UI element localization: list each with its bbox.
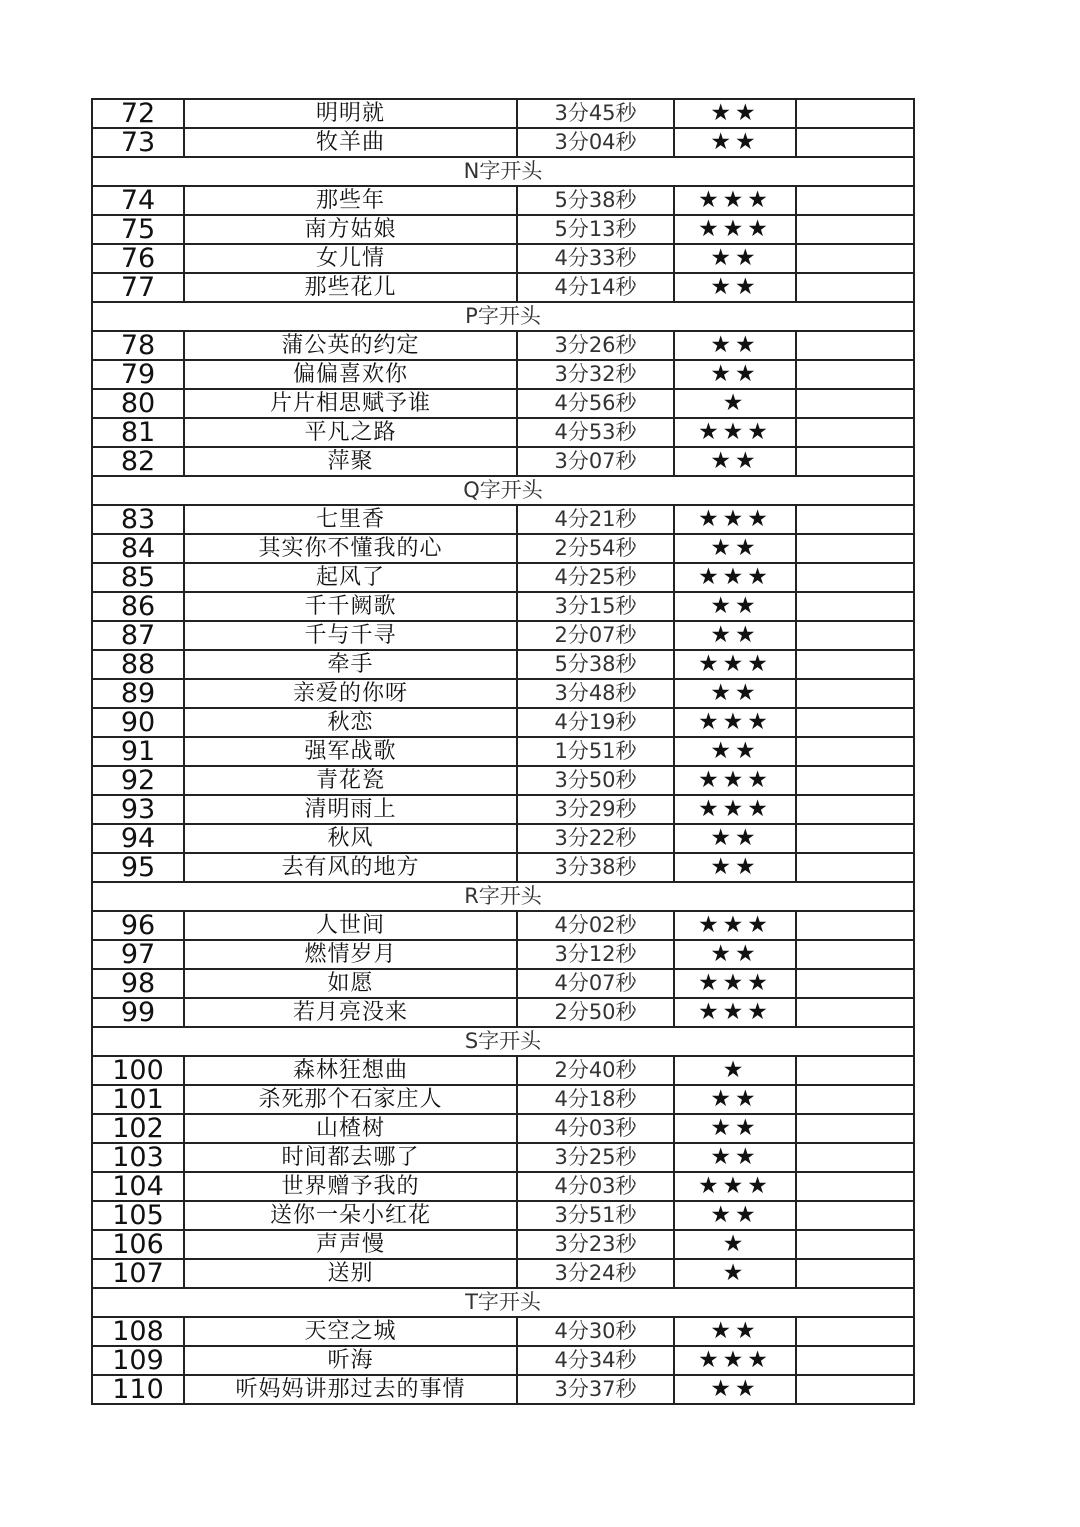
blank-cell [796,447,914,476]
song-row [92,911,914,940]
song-row [92,766,914,795]
song-row [92,969,914,998]
section-header-label: Q字开头 [92,476,914,505]
song-title: 青花瓷 [184,766,517,795]
blank-cell [796,505,914,534]
song-duration: 2分07秒 [517,621,674,650]
song-title: 若月亮没来 [184,998,517,1027]
song-number: 75 [92,215,184,244]
difficulty-stars: ★★ [674,534,796,563]
blank-cell [796,186,914,215]
difficulty-stars: ★★ [674,99,796,128]
song-number: 88 [92,650,184,679]
difficulty-stars: ★★ [674,1317,796,1346]
song-number: 97 [92,940,184,969]
blank-cell [796,1201,914,1230]
song-row [92,418,914,447]
song-title: 起风了 [184,563,517,592]
song-title: 山楂树 [184,1114,517,1143]
song-number: 98 [92,969,184,998]
song-row [92,447,914,476]
song-number: 110 [92,1375,184,1404]
song-number: 106 [92,1230,184,1259]
song-number: 86 [92,592,184,621]
song-number: 79 [92,360,184,389]
section-header-row [92,302,914,331]
song-duration: 4分33秒 [517,244,674,273]
song-title: 那些年 [184,186,517,215]
difficulty-stars: ★★★ [674,795,796,824]
song-duration: 3分25秒 [517,1143,674,1172]
song-number: 77 [92,273,184,302]
song-row [92,128,914,157]
section-header-label: N字开头 [92,157,914,186]
song-duration: 1分51秒 [517,737,674,766]
song-title: 南方姑娘 [184,215,517,244]
blank-cell [796,940,914,969]
song-title: 时间都去哪了 [184,1143,517,1172]
song-duration: 3分24秒 [517,1259,674,1288]
song-duration: 4分19秒 [517,708,674,737]
song-row [92,1201,914,1230]
song-duration: 3分50秒 [517,766,674,795]
song-number: 102 [92,1114,184,1143]
song-duration: 4分07秒 [517,969,674,998]
song-number: 92 [92,766,184,795]
difficulty-stars: ★★★ [674,505,796,534]
blank-cell [796,1317,914,1346]
difficulty-stars: ★★ [674,1375,796,1404]
difficulty-stars: ★★ [674,1085,796,1114]
song-title: 杀死那个石家庄人 [184,1085,517,1114]
song-number: 96 [92,911,184,940]
blank-cell [796,911,914,940]
blank-cell [796,737,914,766]
song-duration: 4分18秒 [517,1085,674,1114]
song-row [92,215,914,244]
difficulty-stars: ★★★ [674,766,796,795]
difficulty-stars: ★★★ [674,969,796,998]
blank-cell [796,331,914,360]
song-title: 天空之城 [184,1317,517,1346]
song-title: 强军战歌 [184,737,517,766]
song-duration: 3分12秒 [517,940,674,969]
song-number: 94 [92,824,184,853]
song-number: 87 [92,621,184,650]
difficulty-stars: ★★ [674,1201,796,1230]
song-row [92,679,914,708]
song-number: 90 [92,708,184,737]
blank-cell [796,1375,914,1404]
section-header-row [92,1288,914,1317]
blank-cell [796,360,914,389]
song-title: 声声慢 [184,1230,517,1259]
song-row [92,360,914,389]
song-duration: 3分29秒 [517,795,674,824]
song-title: 人世间 [184,911,517,940]
song-duration: 4分34秒 [517,1346,674,1375]
song-title: 七里香 [184,505,517,534]
song-number: 109 [92,1346,184,1375]
song-duration: 3分07秒 [517,447,674,476]
difficulty-stars: ★ [674,1230,796,1259]
song-title: 萍聚 [184,447,517,476]
song-row [92,99,914,128]
song-title: 清明雨上 [184,795,517,824]
song-row [92,1114,914,1143]
difficulty-stars: ★★★ [674,1172,796,1201]
difficulty-stars: ★★ [674,128,796,157]
song-list-table [91,98,915,1405]
song-title: 片片相思赋予谁 [184,389,517,418]
song-duration: 4分21秒 [517,505,674,534]
section-header-label: T字开头 [92,1288,914,1317]
song-row [92,1143,914,1172]
song-duration: 4分25秒 [517,563,674,592]
song-row [92,1346,914,1375]
blank-cell [796,418,914,447]
difficulty-stars: ★ [674,1259,796,1288]
song-title: 牧羊曲 [184,128,517,157]
section-header-row [92,882,914,911]
song-row [92,853,914,882]
section-header-label: S字开头 [92,1027,914,1056]
song-duration: 4分03秒 [517,1114,674,1143]
song-number: 108 [92,1317,184,1346]
difficulty-stars: ★★ [674,679,796,708]
song-number: 78 [92,331,184,360]
song-duration: 4分56秒 [517,389,674,418]
song-row [92,1172,914,1201]
song-row [92,998,914,1027]
difficulty-stars: ★★ [674,1114,796,1143]
song-number: 81 [92,418,184,447]
song-row [92,563,914,592]
song-title: 千与千寻 [184,621,517,650]
blank-cell [796,1056,914,1085]
difficulty-stars: ★★★ [674,418,796,447]
difficulty-stars: ★ [674,1056,796,1085]
blank-cell [796,650,914,679]
blank-cell [796,1085,914,1114]
song-row [92,1056,914,1085]
song-row [92,737,914,766]
song-number: 85 [92,563,184,592]
song-number: 103 [92,1143,184,1172]
song-number: 89 [92,679,184,708]
difficulty-stars: ★★ [674,447,796,476]
song-title: 世界赠予我的 [184,1172,517,1201]
song-number: 99 [92,998,184,1027]
difficulty-stars: ★★★ [674,998,796,1027]
difficulty-stars: ★★ [674,621,796,650]
song-duration: 3分26秒 [517,331,674,360]
song-title: 听海 [184,1346,517,1375]
song-row [92,708,914,737]
song-title: 平凡之路 [184,418,517,447]
blank-cell [796,1230,914,1259]
song-row [92,273,914,302]
song-duration: 3分45秒 [517,99,674,128]
song-number: 107 [92,1259,184,1288]
section-header-label: P字开头 [92,302,914,331]
song-row [92,244,914,273]
blank-cell [796,679,914,708]
difficulty-stars: ★★ [674,273,796,302]
section-header-row [92,157,914,186]
song-row [92,824,914,853]
blank-cell [796,244,914,273]
song-row [92,795,914,824]
song-title: 牵手 [184,650,517,679]
blank-cell [796,1259,914,1288]
song-number: 100 [92,1056,184,1085]
song-title: 秋恋 [184,708,517,737]
song-title: 明明就 [184,99,517,128]
blank-cell [796,128,914,157]
song-row [92,1230,914,1259]
song-number: 83 [92,505,184,534]
section-header-label: R字开头 [92,882,914,911]
blank-cell [796,99,914,128]
song-title: 去有风的地方 [184,853,517,882]
difficulty-stars: ★★ [674,737,796,766]
difficulty-stars: ★★ [674,331,796,360]
song-duration: 5分38秒 [517,186,674,215]
blank-cell [796,215,914,244]
song-title: 送别 [184,1259,517,1288]
song-number: 72 [92,99,184,128]
section-header-row [92,1027,914,1056]
blank-cell [796,1346,914,1375]
song-duration: 3分51秒 [517,1201,674,1230]
song-duration: 3分04秒 [517,128,674,157]
song-row [92,1375,914,1404]
song-row [92,621,914,650]
song-number: 91 [92,737,184,766]
song-row [92,592,914,621]
song-row [92,331,914,360]
song-number: 105 [92,1201,184,1230]
difficulty-stars: ★★★ [674,650,796,679]
blank-cell [796,708,914,737]
blank-cell [796,824,914,853]
difficulty-stars: ★★★ [674,563,796,592]
blank-cell [796,563,914,592]
song-duration: 3分23秒 [517,1230,674,1259]
song-number: 95 [92,853,184,882]
song-row [92,389,914,418]
song-duration: 5分38秒 [517,650,674,679]
song-title: 其实你不懂我的心 [184,534,517,563]
song-number: 82 [92,447,184,476]
blank-cell [796,1114,914,1143]
song-title: 亲爱的你呀 [184,679,517,708]
difficulty-stars: ★★★ [674,911,796,940]
song-duration: 4分03秒 [517,1172,674,1201]
difficulty-stars: ★★ [674,244,796,273]
difficulty-stars: ★ [674,389,796,418]
song-duration: 4分53秒 [517,418,674,447]
song-duration: 3分15秒 [517,592,674,621]
song-number: 80 [92,389,184,418]
song-duration: 5分13秒 [517,215,674,244]
song-duration: 4分30秒 [517,1317,674,1346]
difficulty-stars: ★★ [674,853,796,882]
difficulty-stars: ★★ [674,824,796,853]
blank-cell [796,969,914,998]
song-row [92,534,914,563]
song-row [92,505,914,534]
song-row [92,940,914,969]
song-number: 74 [92,186,184,215]
song-title: 秋风 [184,824,517,853]
blank-cell [796,766,914,795]
song-duration: 3分32秒 [517,360,674,389]
blank-cell [796,1143,914,1172]
blank-cell [796,534,914,563]
song-duration: 3分48秒 [517,679,674,708]
song-duration: 2分40秒 [517,1056,674,1085]
song-row [92,1085,914,1114]
difficulty-stars: ★★ [674,1143,796,1172]
song-duration: 4分02秒 [517,911,674,940]
difficulty-stars: ★★★ [674,186,796,215]
blank-cell [796,621,914,650]
song-title: 燃情岁月 [184,940,517,969]
song-number: 101 [92,1085,184,1114]
blank-cell [796,1172,914,1201]
song-row [92,1317,914,1346]
difficulty-stars: ★★★ [674,215,796,244]
song-number: 84 [92,534,184,563]
song-title: 听妈妈讲那过去的事情 [184,1375,517,1404]
difficulty-stars: ★★★ [674,1346,796,1375]
song-duration: 4分14秒 [517,273,674,302]
difficulty-stars: ★★ [674,940,796,969]
section-header-row [92,476,914,505]
blank-cell [796,273,914,302]
song-number: 104 [92,1172,184,1201]
song-number: 76 [92,244,184,273]
song-duration: 3分22秒 [517,824,674,853]
difficulty-stars: ★★ [674,360,796,389]
song-duration: 2分50秒 [517,998,674,1027]
blank-cell [796,592,914,621]
blank-cell [796,853,914,882]
song-number: 93 [92,795,184,824]
song-title: 女儿情 [184,244,517,273]
song-row [92,650,914,679]
song-list-body [92,99,914,1404]
song-title: 那些花儿 [184,273,517,302]
song-title: 千千阙歌 [184,592,517,621]
song-duration: 2分54秒 [517,534,674,563]
blank-cell [796,998,914,1027]
difficulty-stars: ★★ [674,592,796,621]
song-title: 森林狂想曲 [184,1056,517,1085]
song-row [92,1259,914,1288]
blank-cell [796,389,914,418]
song-title: 送你一朵小红花 [184,1201,517,1230]
song-title: 偏偏喜欢你 [184,360,517,389]
song-title: 蒲公英的约定 [184,331,517,360]
difficulty-stars: ★★★ [674,708,796,737]
blank-cell [796,795,914,824]
song-number: 73 [92,128,184,157]
song-duration: 3分38秒 [517,853,674,882]
song-title: 如愿 [184,969,517,998]
song-duration: 3分37秒 [517,1375,674,1404]
song-row [92,186,914,215]
